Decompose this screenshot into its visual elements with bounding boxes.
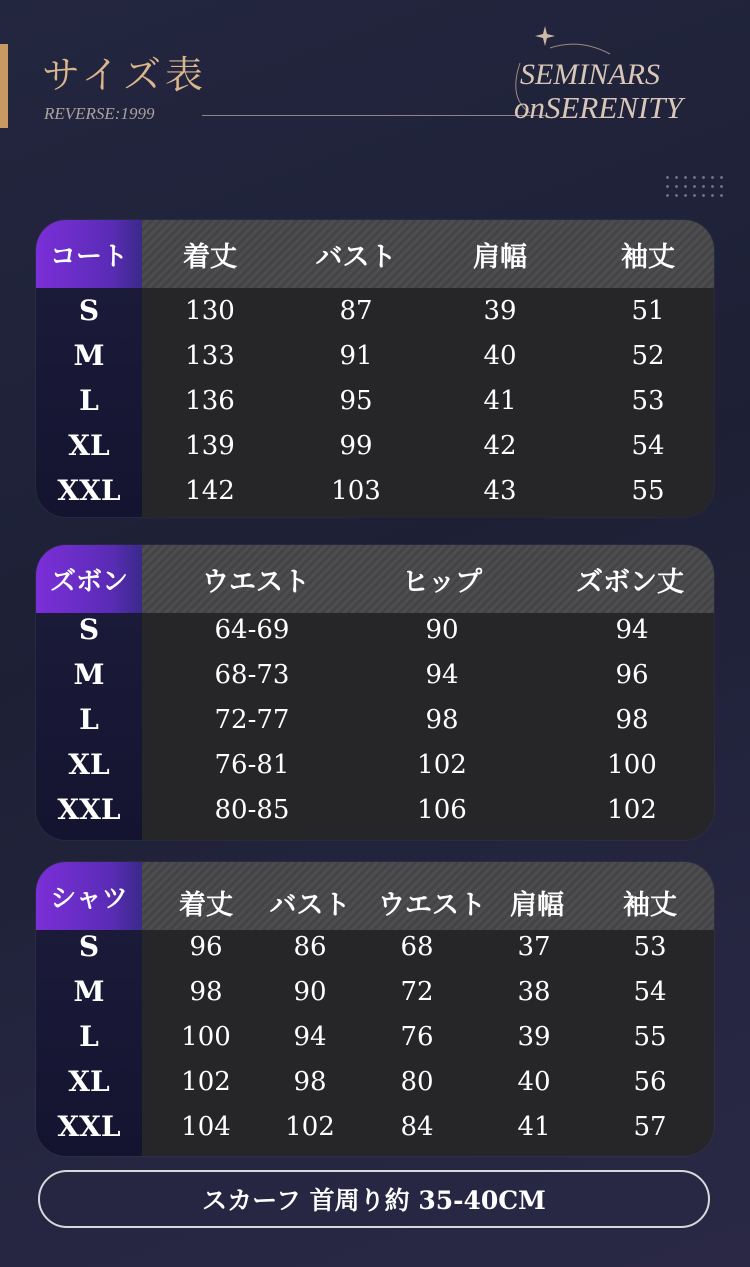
size-label: XXL: [57, 793, 121, 826]
column-header: バスト: [269, 889, 351, 921]
title-accent-bar: [0, 44, 8, 128]
table-cell: 41: [483, 385, 517, 416]
shirt-size-table: [36, 862, 714, 1156]
subtitle: REVERSE:1999: [44, 104, 155, 123]
category-tag: コート: [36, 220, 142, 288]
table-cell: 64-69: [214, 614, 290, 645]
size-label: S: [78, 930, 100, 963]
table-cell: 72: [400, 976, 434, 1007]
column-header: 肩幅: [473, 241, 527, 273]
table-cell: 94: [615, 614, 649, 645]
table-cell: 40: [483, 340, 517, 371]
table-cell: 39: [517, 1021, 551, 1052]
size-label: XL: [68, 1065, 110, 1098]
size-label: M: [73, 658, 105, 691]
subtitle-divider: [202, 115, 547, 116]
table-cell: 142: [185, 475, 235, 506]
table-cell: 84: [400, 1111, 434, 1142]
table-cell: 55: [633, 1021, 667, 1052]
size-label: M: [73, 339, 105, 372]
table-cell: 76: [400, 1021, 434, 1052]
size-label: L: [79, 384, 99, 417]
column-header: 着丈: [183, 241, 237, 273]
table-cell: 99: [339, 430, 373, 461]
category-tag: シャツ: [36, 862, 142, 930]
table-cell: 80: [400, 1066, 434, 1097]
table-cell: 53: [633, 931, 667, 962]
table-cell: 139: [185, 430, 235, 461]
column-header: 袖丈: [623, 889, 677, 921]
table-cell: 51: [631, 295, 665, 326]
table-cell: 98: [189, 976, 223, 1007]
column-header: ズボン丈: [576, 566, 684, 598]
table-cell: 37: [517, 931, 551, 962]
scarf-size-note: スカーフ 首周り約 35-40CM: [38, 1170, 710, 1228]
column-header: ウエスト: [202, 566, 310, 598]
table-cell: 96: [189, 931, 223, 962]
decorative-dots: [663, 173, 723, 203]
table-cell: 95: [339, 385, 373, 416]
table-cell: 43: [483, 475, 517, 506]
table-cell: 98: [293, 1066, 327, 1097]
column-header: 袖丈: [621, 241, 675, 273]
table-cell: 94: [425, 659, 459, 690]
size-label: M: [73, 975, 105, 1008]
table-cell: 52: [631, 340, 665, 371]
brand-logo: [500, 18, 730, 133]
table-cell: 130: [185, 295, 235, 326]
table-cell: 87: [339, 295, 373, 326]
table-cell: 103: [331, 475, 381, 506]
size-label: XL: [68, 748, 110, 781]
table-cell: 38: [517, 976, 551, 1007]
table-cell: 55: [631, 475, 665, 506]
coat-size-table: [36, 220, 714, 517]
table-cell: 54: [633, 976, 667, 1007]
table-cell: 133: [185, 340, 235, 371]
page-title: サイズ表: [42, 53, 207, 97]
table-cell: 56: [633, 1066, 667, 1097]
size-label: XXL: [57, 474, 121, 507]
table-cell: 100: [181, 1021, 231, 1052]
table-cell: 136: [185, 385, 235, 416]
table-cell: 86: [293, 931, 327, 962]
table-cell: 76-81: [214, 749, 290, 780]
size-label: XXL: [57, 1110, 121, 1143]
logo-text-line1: SEMINARS: [520, 58, 660, 91]
table-cell: 90: [425, 614, 459, 645]
table-cell: 41: [517, 1111, 551, 1142]
category-tag: ズボン: [36, 545, 142, 613]
logo-text-line2: onSERENITY: [514, 90, 683, 125]
table-cell: 57: [633, 1111, 667, 1142]
column-header: 着丈: [179, 889, 233, 921]
size-label: S: [78, 294, 100, 327]
table-cell: 102: [181, 1066, 231, 1097]
table-cell: 94: [293, 1021, 327, 1052]
table-cell: 68-73: [214, 659, 290, 690]
table-cell: 72-77: [214, 704, 290, 735]
table-cell: 104: [181, 1111, 231, 1142]
table-cell: 53: [631, 385, 665, 416]
table-cell: 102: [285, 1111, 335, 1142]
table-cell: 106: [417, 794, 467, 825]
table-cell: 90: [293, 976, 327, 1007]
table-cell: 102: [607, 794, 657, 825]
size-label: S: [78, 613, 100, 646]
column-header: バスト: [315, 241, 397, 273]
table-cell: 40: [517, 1066, 551, 1097]
table-cell: 54: [631, 430, 665, 461]
table-cell: 98: [425, 704, 459, 735]
size-label: XL: [68, 429, 110, 462]
table-cell: 98: [615, 704, 649, 735]
size-label: L: [79, 1020, 99, 1053]
table-cell: 39: [483, 295, 517, 326]
table-cell: 42: [483, 430, 517, 461]
column-header: ウエスト: [378, 889, 486, 921]
column-header: 肩幅: [510, 889, 564, 921]
table-cell: 68: [400, 931, 434, 962]
column-header: ヒップ: [401, 566, 483, 598]
table-cell: 91: [339, 340, 373, 371]
table-cell: 100: [607, 749, 657, 780]
table-cell: 102: [417, 749, 467, 780]
table-cell: 80-85: [214, 794, 290, 825]
table-cell: 96: [615, 659, 649, 690]
size-label: L: [79, 703, 99, 736]
trousers-size-table: [36, 545, 714, 840]
